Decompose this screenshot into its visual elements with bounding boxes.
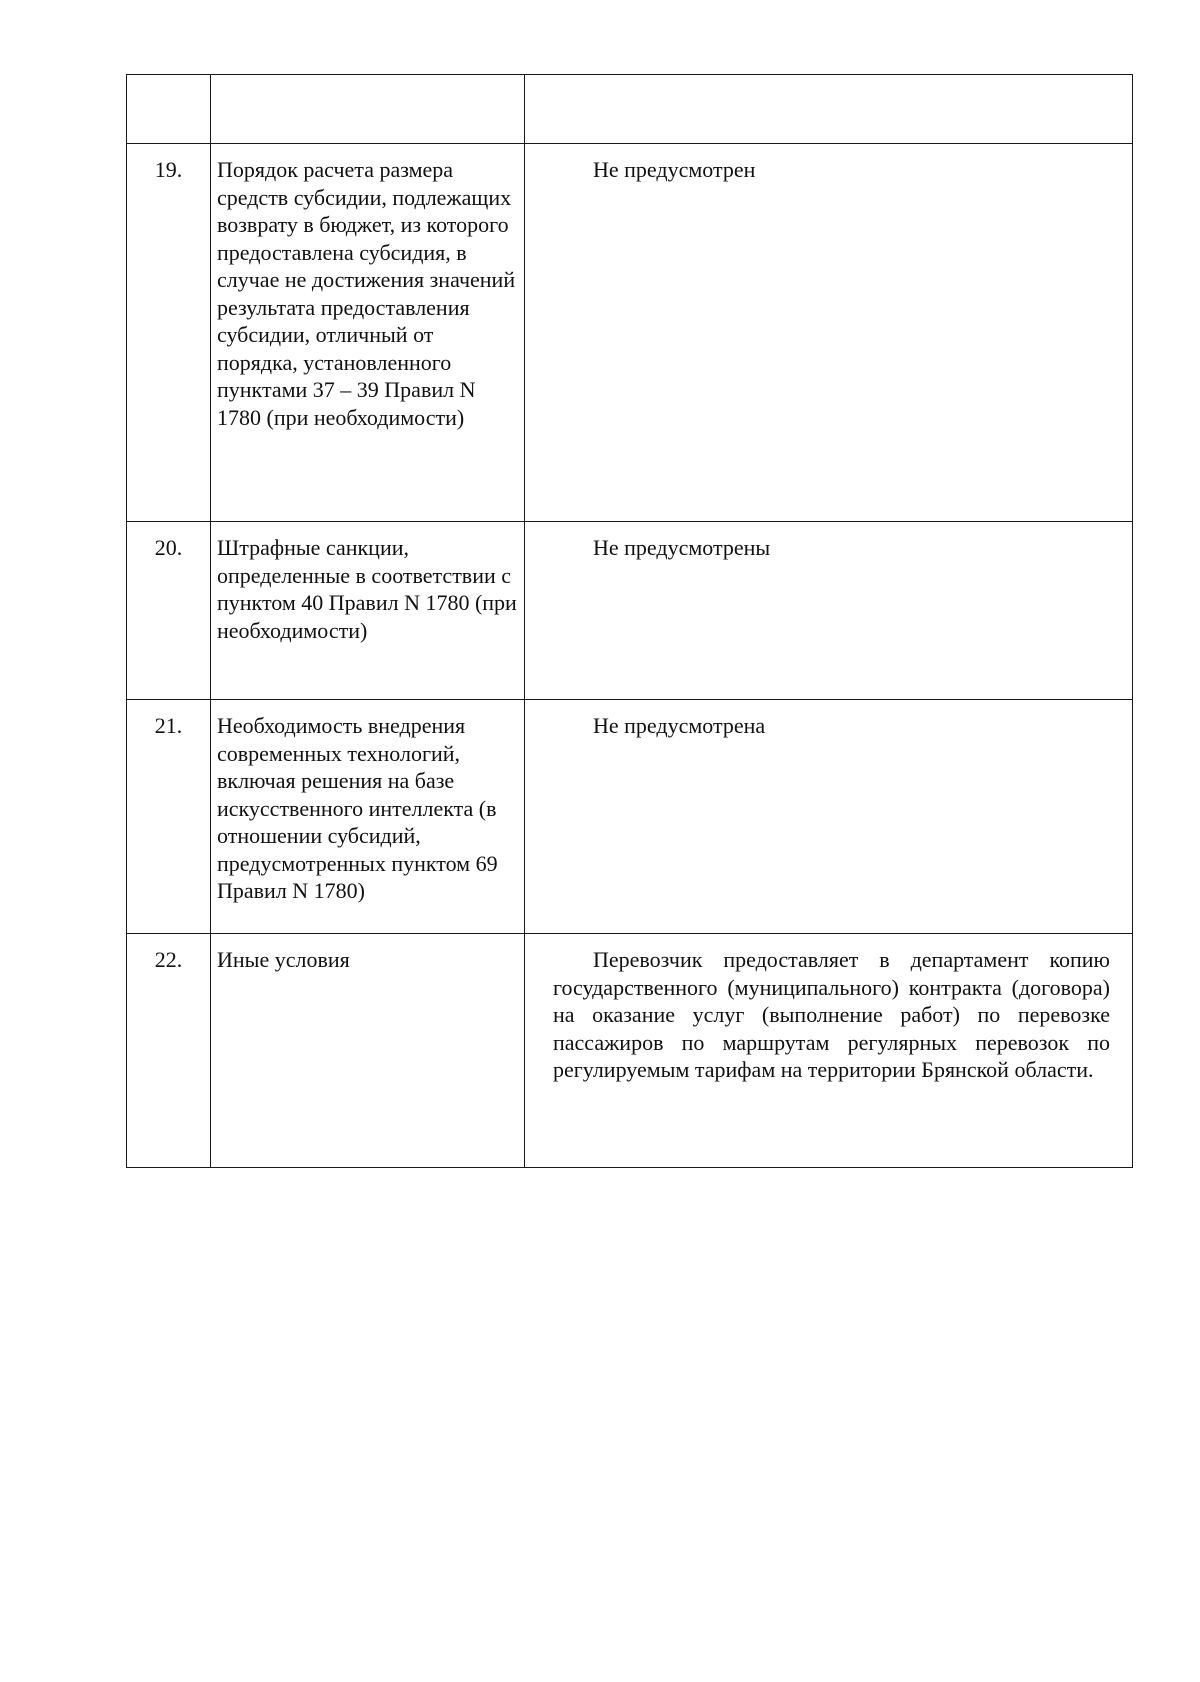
header-cell-num (127, 75, 211, 144)
row-condition-name: Порядок расчета размера средств субсидии, подлежащих возврату в бюджет, из которого предоставлена субсидия, в случае не достижения значений результата предоставления субсидии, отличный от порядка, установленного пунктами 37 – 39 Правил N 1780 (при необходимости) (211, 144, 525, 522)
row-condition-value (525, 934, 1133, 1168)
table-row (127, 522, 1133, 700)
table-row (127, 934, 1133, 1168)
row-condition-value: Не предусмотрены (525, 522, 1133, 700)
row-number: 20. (127, 522, 211, 700)
row-number: 21. (127, 700, 211, 934)
table-header-row (127, 75, 1133, 144)
table-row (127, 700, 1133, 934)
row-condition-name: Иные условия (211, 934, 525, 1168)
row-condition-value: Не предусмотрен (525, 144, 1133, 522)
conditions-table (126, 74, 1133, 1168)
row-condition-name: Необходимость внедрения современных технологий, включая решения на базе искусственного интеллекта (в отношении субсидий, предусмотренных пунктом 69 Правил N 1780) (211, 700, 525, 934)
table-row (127, 144, 1133, 522)
row-number: 22. (127, 934, 211, 1168)
header-cell-name (211, 75, 525, 144)
row-condition-value-text: Перевозчик предоставляет в департамент копию государственного (муниципального) контракта (договора) на оказание услуг (выполнение работ) по перевозке пассажиров по маршрутам регулярных перевозок по регулируемым тарифам на территории Брянской области. (553, 947, 1110, 1082)
row-condition-name: Штрафные санкции, определенные в соответствии с пунктом 40 Правил N 1780 (при необходимости) (211, 522, 525, 700)
header-cell-value (525, 75, 1133, 144)
row-condition-value: Не предусмотрена (525, 700, 1133, 934)
row-number: 19. (127, 144, 211, 522)
